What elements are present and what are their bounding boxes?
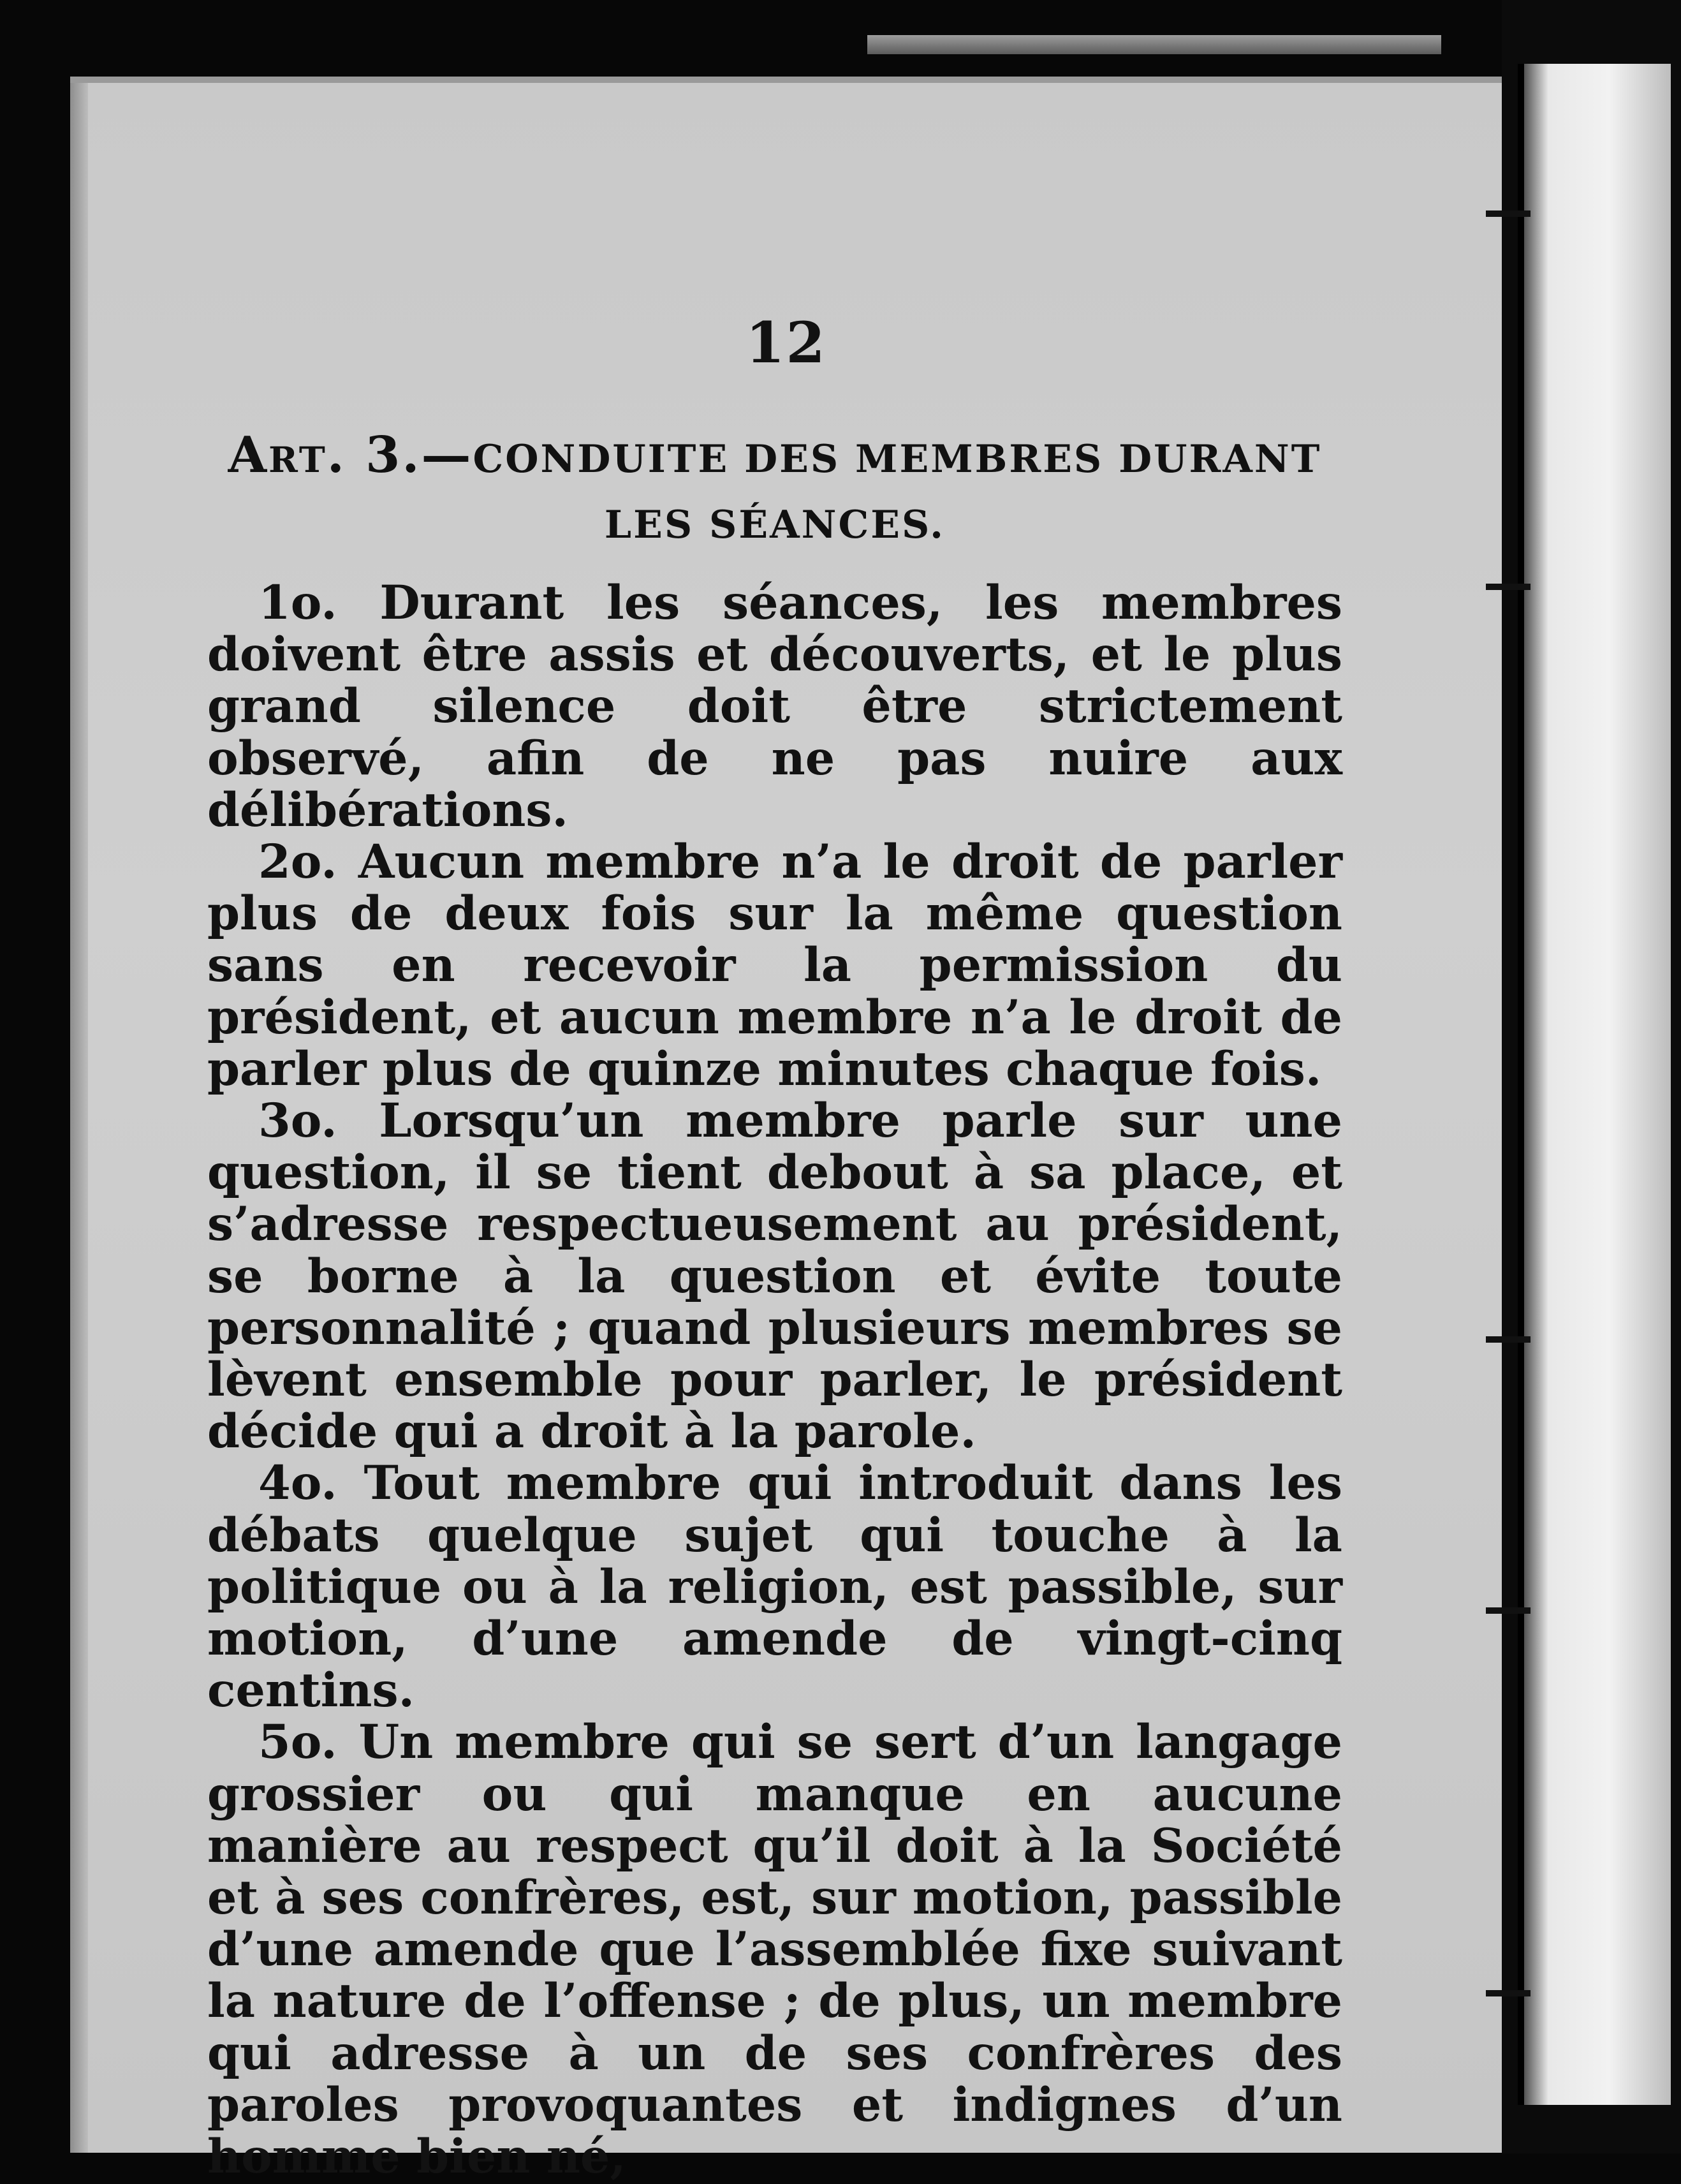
article-body (207, 577, 1342, 2183)
next-page-edge (1518, 64, 1671, 2105)
article-number: Art. 3.— (228, 426, 473, 484)
article-title: CONDUITE DES MEMBRES DURANT LES SÉANCES. (473, 437, 1322, 547)
paragraph-1: 1o. Durant les séances, les membres doivent être assis et découverts, et le plus grand silence doit être strictement observé, afin de ne pas nuire aux délibérations. (207, 575, 1342, 837)
binding-stitch (1486, 584, 1531, 590)
binding-stitch (1486, 1336, 1531, 1343)
page-edge (70, 83, 88, 2153)
paragraph-4: 4o. Tout membre qui introduit dans les débats quelque sujet qui touche à la politique ou à la religion, est passible, sur motion, d’une amende de vingt-cinq centins. (207, 1456, 1342, 1718)
paragraph-3: 3o. Lorsqu’un membre parle sur une question, il se tient debout à sa place, et s’adresse respectueusement au président, se borne à la question et évite toute personnalité ; quand plusieurs membres se lèvent ensemble pour parler, le président décide qui a droit à la parole. (207, 1093, 1342, 1459)
binding-thread (1518, 64, 1524, 2105)
paragraph-5: 5o. Un membre qui se sert d’un langage grossier ou qui manque en aucune manière au respect qu’il doit à la Société et à ses confrères, est, sur motion, passible d’une amende que l’assemblée fixe suivant la nature de l’offense ; de plus, un membre qui adresse à un de ses confrères des paroles provoquantes et indignes d’un homme bien né, (207, 1715, 1342, 2184)
binding-stitch (1486, 210, 1531, 217)
binding-stitch (1486, 1990, 1531, 1996)
scan-top-strip (867, 35, 1441, 54)
article-heading (201, 427, 1349, 563)
paragraph-2: 2o. Aucun membre n’a le droit de parler plus de deux fois sur la même question sans en recevoir la permission du président, et aucun membre n’a le droit de parler plus de quinze minutes chaque fois. (207, 834, 1342, 1096)
page-number: 12 (745, 309, 826, 376)
book-page (70, 77, 1502, 2184)
binding-stitch (1486, 1607, 1531, 1614)
